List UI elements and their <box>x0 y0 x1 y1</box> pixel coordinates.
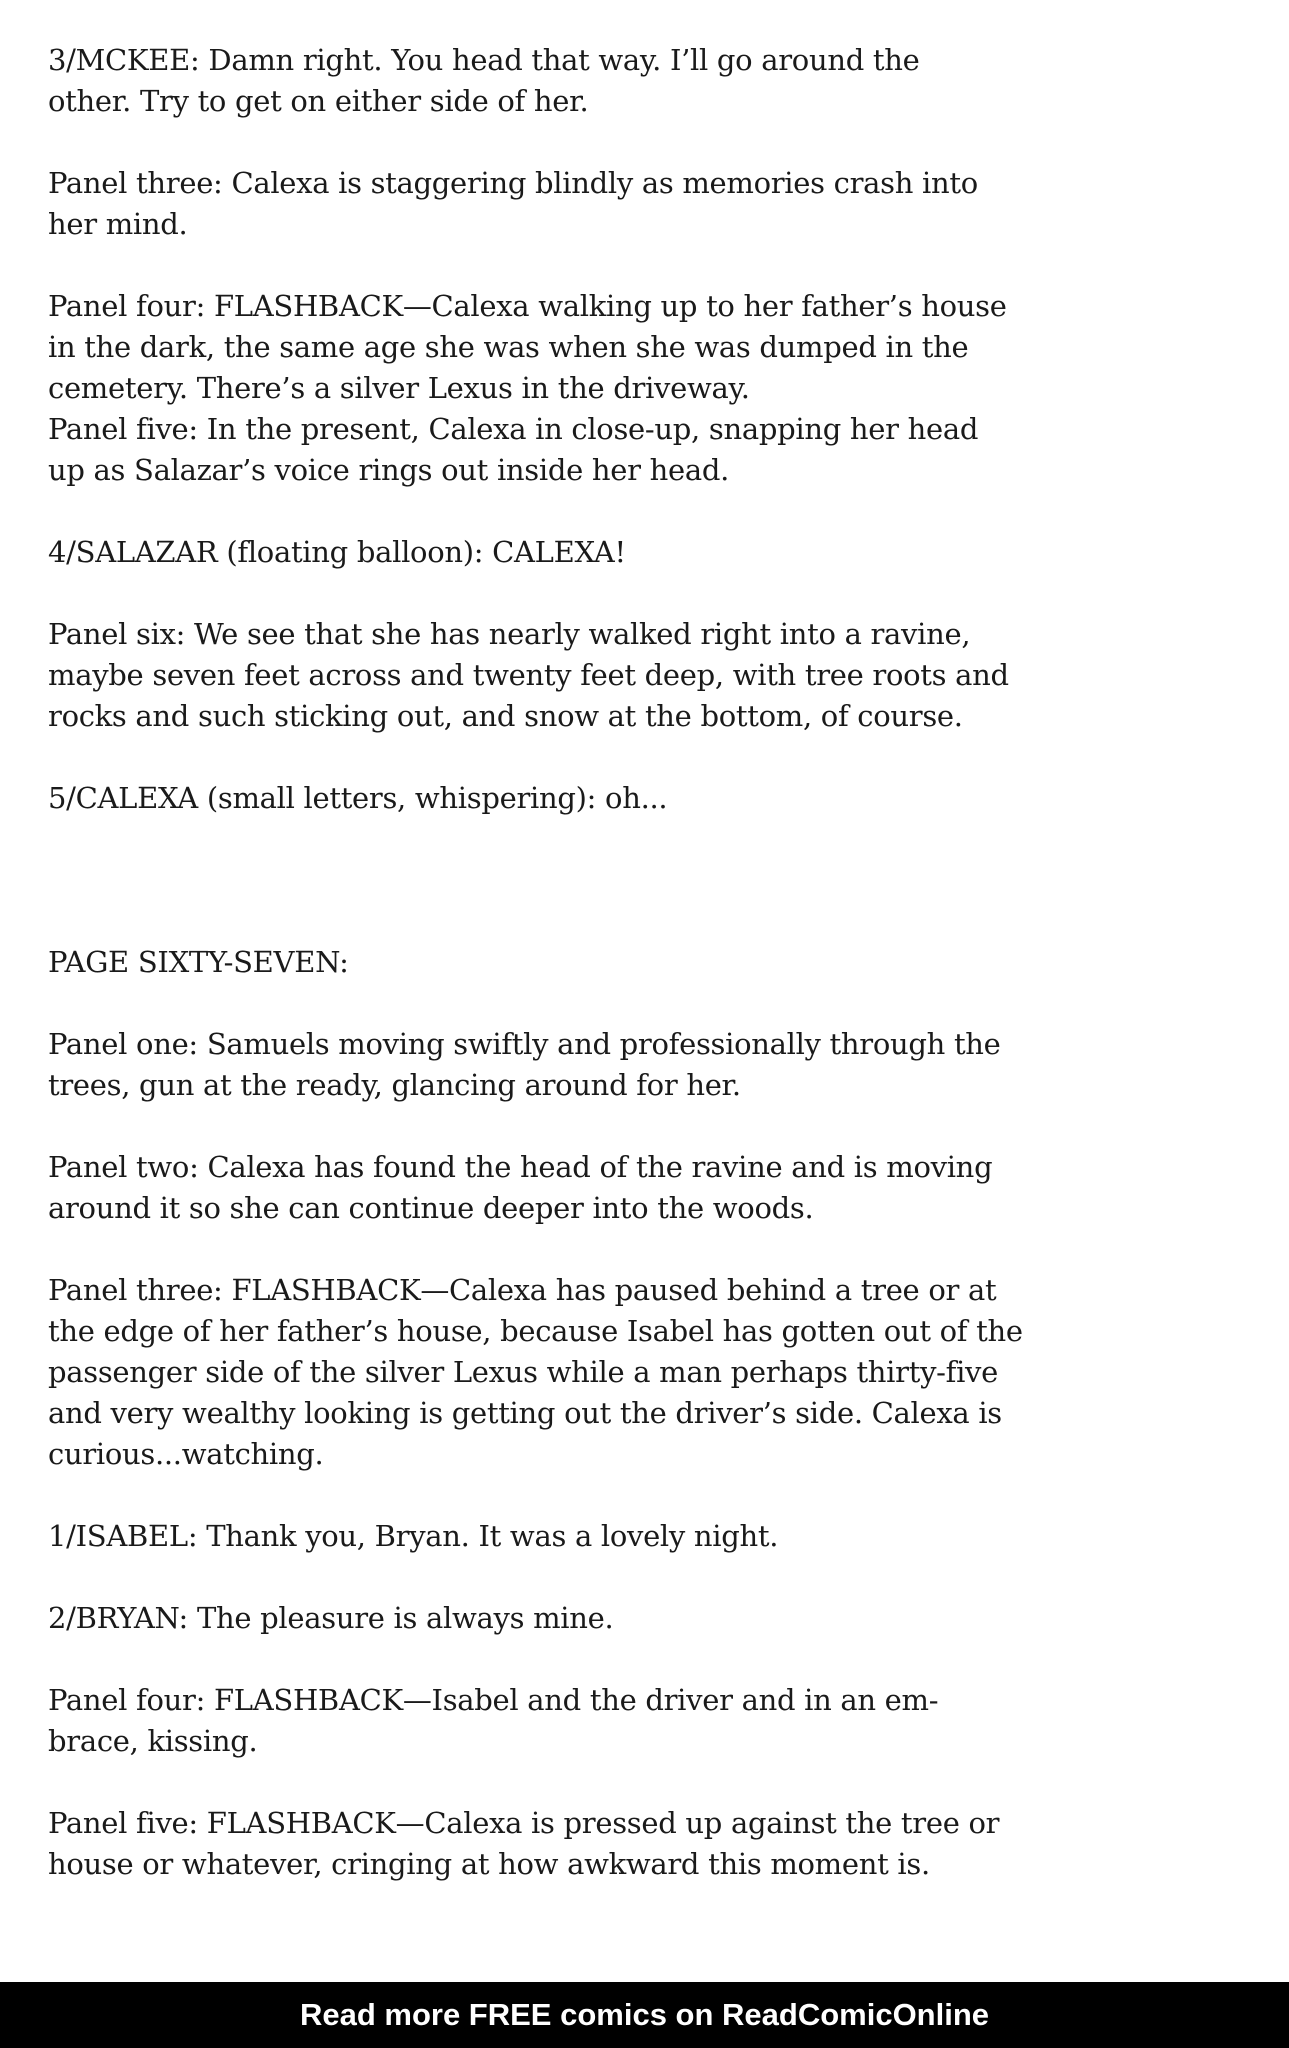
text-line: Panel four: FLASHBACK—Isabel and the driver and in an em- <box>48 1683 939 1717</box>
script-paragraph <box>48 942 1248 983</box>
text-line: the edge of her father’s house, because Isabel has gotten out of the <box>48 1314 1023 1348</box>
text-line: in the dark, the same age she was when she was dumped in the <box>48 330 969 364</box>
script-paragraph <box>48 614 1248 737</box>
text-line: Panel five: FLASHBACK—Calexa is pressed up against the tree or <box>48 1806 1000 1840</box>
script-paragraph <box>48 778 1248 819</box>
text-line: 4/SALAZAR (floating balloon): CALEXA! <box>48 535 626 569</box>
text-line: up as Salazar’s voice rings out inside her head. <box>48 453 730 487</box>
text-line: Panel one: Samuels moving swiftly and professionally through the <box>48 1027 1001 1061</box>
text-line: her mind. <box>48 207 188 241</box>
text-line: 5/CALEXA (small letters, whispering): oh... <box>48 781 668 815</box>
text-line: other. Try to get on either side of her. <box>48 84 589 118</box>
script-paragraph <box>48 1680 1248 1762</box>
text-line: Panel five: In the present, Calexa in close-up, snapping her head <box>48 412 979 446</box>
text-line: brace, kissing. <box>48 1724 258 1758</box>
text-line: Panel four: FLASHBACK—Calexa walking up to her father’s house <box>48 289 1007 323</box>
text-line: Panel six: We see that she has nearly walked right into a ravine, <box>48 617 971 651</box>
script-paragraph <box>48 1803 1248 1885</box>
text-line: Panel two: Calexa has found the head of the ravine and is moving <box>48 1150 993 1184</box>
script-paragraph <box>48 532 1248 573</box>
script-paragraph <box>48 1147 1248 1229</box>
script-paragraph <box>48 1024 1248 1106</box>
text-line: house or whatever, cringing at how awkward this moment is. <box>48 1847 930 1881</box>
text-line: Panel three: Calexa is staggering blindly as memories crash into <box>48 166 978 200</box>
script-document <box>48 40 1248 1926</box>
text-line: passenger side of the silver Lexus while a man perhaps thirty-five <box>48 1355 999 1389</box>
text-line: cemetery. There’s a silver Lexus in the driveway. <box>48 371 750 405</box>
script-paragraph <box>48 286 1248 409</box>
text-line: Panel three: FLASHBACK—Calexa has paused behind a tree or at <box>48 1273 997 1307</box>
text-line: around it so she can continue deeper into the woods. <box>48 1191 814 1225</box>
script-paragraph <box>48 40 1248 122</box>
script-paragraph <box>48 1598 1248 1639</box>
text-line: PAGE SIXTY-SEVEN: <box>48 945 349 979</box>
footer-link[interactable]: Read more FREE comics on ReadComicOnline <box>299 1997 990 2032</box>
text-line: maybe seven feet across and twenty feet deep, with tree roots and <box>48 658 1009 692</box>
text-line: and very wealthy looking is getting out the driver’s side. Calexa is <box>48 1396 1002 1430</box>
footer-banner[interactable] <box>0 1982 1289 2048</box>
text-line: 3/MCKEE: Damn right. You head that way. I’ll go around the <box>48 43 920 77</box>
script-paragraph <box>48 163 1248 245</box>
text-line: rocks and such sticking out, and snow at the bottom, of course. <box>48 699 963 733</box>
script-paragraph <box>48 409 1248 491</box>
text-line: trees, gun at the ready, glancing around for her. <box>48 1068 741 1102</box>
text-line: curious...watching. <box>48 1437 324 1471</box>
text-line: 2/BRYAN: The pleasure is always mine. <box>48 1601 614 1635</box>
text-line: 1/ISABEL: Thank you, Bryan. It was a lovely night. <box>48 1519 779 1553</box>
script-paragraph <box>48 1516 1248 1557</box>
script-paragraph <box>48 1270 1248 1475</box>
